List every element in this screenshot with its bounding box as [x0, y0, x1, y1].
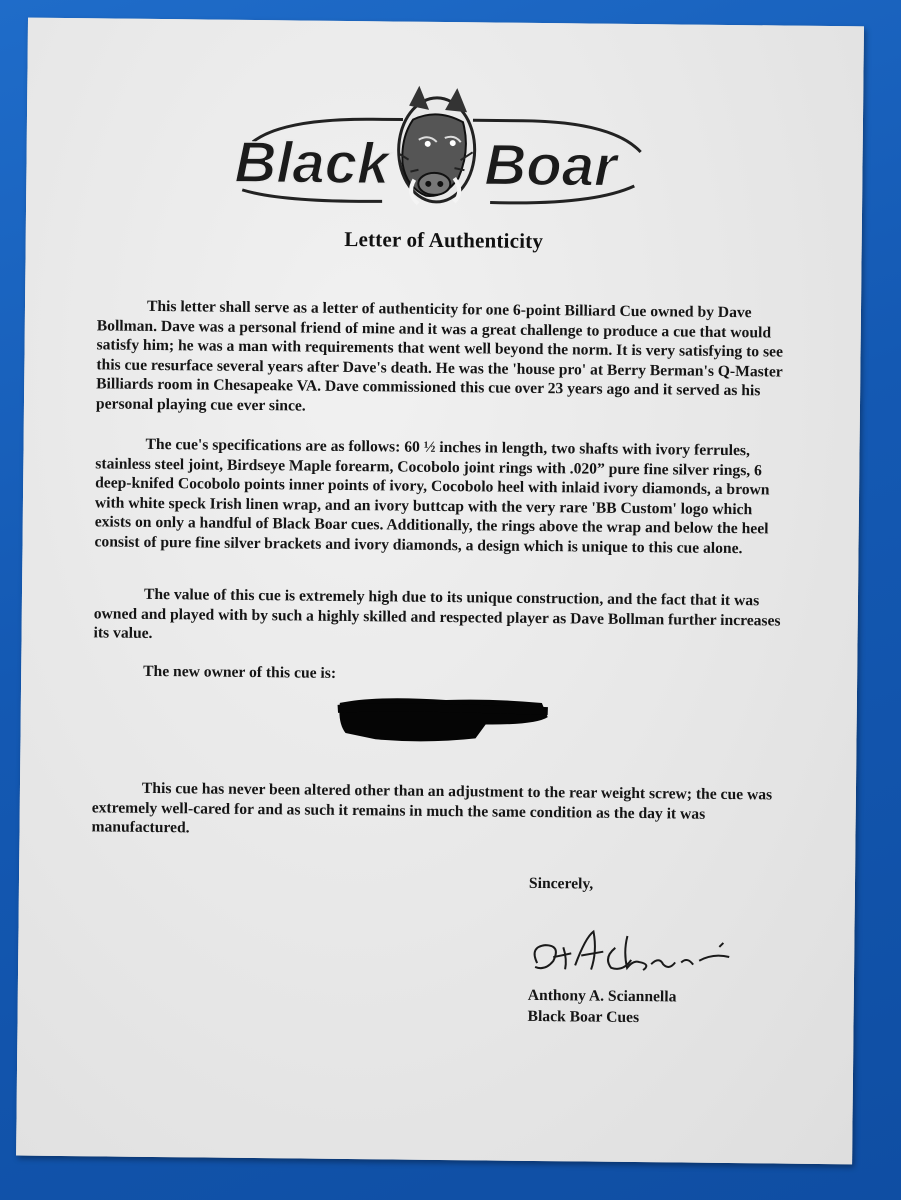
letter-title: Letter of Authenticity	[344, 226, 544, 254]
paragraph-new-owner	[93, 661, 783, 688]
closing-salutation: Sincerely,	[528, 874, 594, 893]
signer-name: Anthony A. Sciannella	[527, 986, 677, 1006]
black-boar-logo	[222, 64, 653, 222]
redacted-owner-name	[335, 693, 550, 747]
signer-company: Black Boar Cues	[527, 1007, 640, 1027]
paragraph-text: This letter shall serve as a letter of authenticity for one 6-point Billiard Cue owned by Dave Bollman. Dave was a personal friend of mine and it was a great challenge to produce a cue that would satisfy him; he was a man with requirements that went well beyond the norm. It is very satisfying to see this cue resurface several years after Dave's death. He was the 'house pro' at Berry Berman's Q-Master Billiards room in Chesapeake VA. Dave commissioned this cue over 23 years ago and it served as his personal playing cue ever since.	[95, 297, 784, 415]
logo-word-boar: Boar	[484, 132, 617, 199]
paragraph-text: The new owner of this cue is:	[143, 662, 337, 682]
paragraph-authenticity	[96, 296, 787, 421]
handwritten-signature	[523, 911, 754, 993]
paragraph-condition	[91, 778, 782, 844]
logo-text: Black Boar	[223, 64, 296, 83]
letter-paper	[16, 18, 864, 1165]
paragraph-text: This cue has never been altered other than an adjustment to the rear weight screw; the cue was extremely well-cared for and as such it remains in much the same condition as the day it was manufactured.	[91, 779, 773, 837]
paragraph-value	[93, 584, 784, 650]
signer-block	[527, 985, 676, 1029]
logo-word-black: Black	[234, 129, 390, 197]
boar-head-icon	[398, 86, 475, 205]
paragraph-specifications	[94, 434, 785, 559]
paragraph-text: The cue's specifications are as follows: 60 ½ inches in length, two shafts with ivory ferrules, stainless steel joint, Birdseye Maple forearm, Cocobolo joint rings with .020” pure fine silver rings, 6 deep-knifed Cocobolo points inner points of ivory, Cocobolo heel with inlaid ivory diamonds, a brown with white speck Irish linen wrap, and an ivory buttcap with the very rare 'BB Custom' logo which exists on only a handful of Black Boar cues. Additionally, the rings above the wrap and below the heel consist of pure fine silver brackets and ivory diamonds, a design which is unique to this cue alone.	[94, 435, 770, 558]
paragraph-text: The value of this cue is extremely high due to its unique construction, and the fact that it was owned and played with by such a highly skilled and respected player as Dave Bollman further increases its value.	[93, 585, 781, 643]
